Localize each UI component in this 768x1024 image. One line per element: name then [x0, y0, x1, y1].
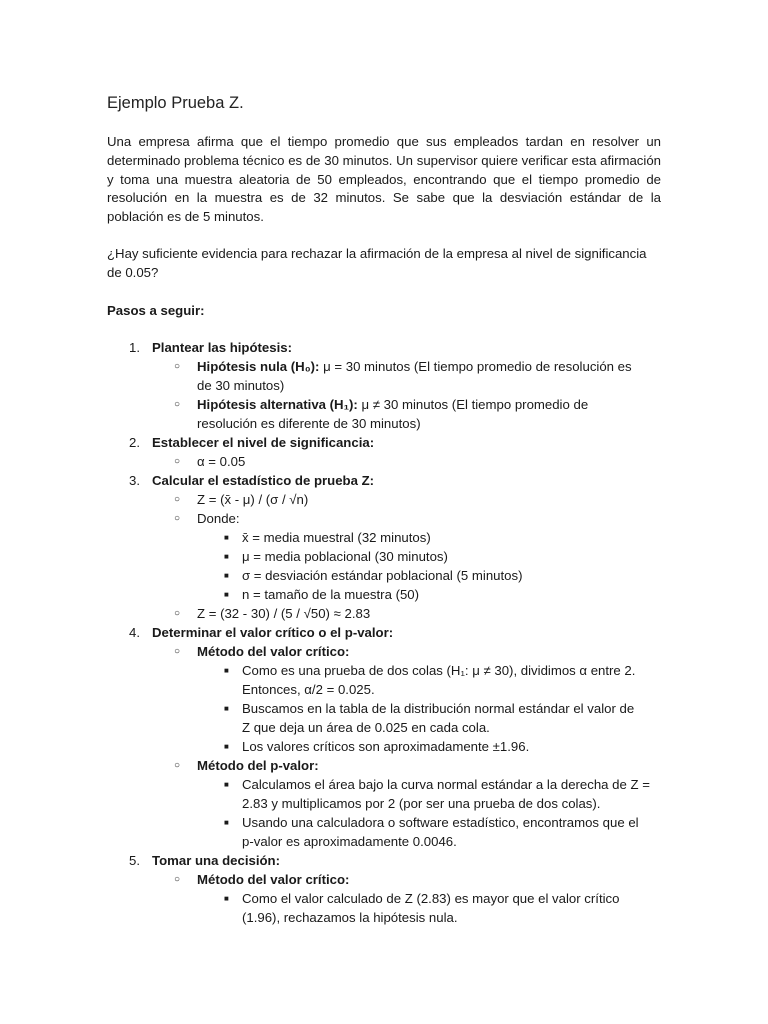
list-item: Buscamos en la tabla de la distribución normal estándar el valor de [242, 701, 635, 716]
circle-bullet-icon: ○ [174, 399, 181, 410]
step-title: Tomar una decisión: [152, 853, 280, 868]
step-number: 3. [129, 473, 140, 488]
list-item: Hipótesis alternativa (H₁): μ ≠ 30 minutos (El tiempo promedio de [197, 397, 589, 412]
square-bullet-icon: ■ [224, 704, 229, 713]
list-item: x̄ = media muestral (32 minutos) [242, 530, 431, 545]
step-number: 5. [129, 853, 140, 868]
list-item-continuation: (1.96), rechazamos la hipótesis nula. [242, 910, 458, 925]
square-bullet-icon: ■ [224, 571, 229, 580]
circle-bullet-icon: ○ [174, 760, 181, 771]
list-item-continuation: de 30 minutos) [197, 378, 285, 393]
circle-bullet-icon: ○ [174, 361, 181, 372]
square-bullet-icon: ■ [224, 742, 229, 751]
problem-question: ¿Hay suficiente evidencia para rechazar la afirmación de la empresa al nivel de significancia de 0.05? [107, 246, 647, 280]
list-item-continuation: p-valor es aproximadamente 0.0046. [242, 834, 457, 849]
list-item: σ = desviación estándar poblacional (5 minutos) [242, 568, 523, 583]
step-number: 1. [129, 340, 140, 355]
step-title: Plantear las hipótesis: [152, 340, 292, 355]
square-bullet-icon: ■ [224, 533, 229, 542]
list-item: Z = (x̄ - μ) / (σ / √n) [197, 492, 309, 507]
circle-bullet-icon: ○ [174, 874, 181, 885]
square-bullet-icon: ■ [224, 894, 229, 903]
list-item-continuation: Z que deja un área de 0.025 en cada cola. [242, 720, 490, 735]
steps-heading: Pasos a seguir: [107, 303, 205, 318]
list-item: Z = (32 - 30) / (5 / √50) ≈ 2.83 [197, 606, 371, 621]
square-bullet-icon: ■ [224, 666, 229, 675]
list-item: Hipótesis nula (H₀): μ = 30 minutos (El tiempo promedio de resolución es [197, 359, 632, 374]
circle-bullet-icon: ○ [174, 513, 181, 524]
method-title: Método del p-valor: [197, 758, 319, 773]
list-item: Como el valor calculado de Z (2.83) es mayor que el valor crítico [242, 891, 620, 906]
step-number: 2. [129, 435, 140, 450]
method-title: Método del valor crítico: [197, 872, 350, 887]
step-title: Determinar el valor crítico o el p-valor: [152, 625, 394, 640]
method-title: Método del valor crítico: [197, 644, 350, 659]
list-item: n = tamaño de la muestra (50) [242, 587, 420, 602]
list-item: Los valores críticos son aproximadamente ±1.96. [242, 739, 530, 754]
square-bullet-icon: ■ [224, 590, 229, 599]
problem-statement: Una empresa afirma que el tiempo promedio que sus empleados tardan en resolver un determinado problema técnico es de 30 minutos. Un supervisor quiere verificar esta afirmación y toma una muestra aleatoria de 50 empleados, encontrando que el tiempo promedio de resolución en la muestra es de 32 minutos. Se sabe que la desviación estándar de la población es de 5 minutos. [107, 134, 661, 225]
list-item: Calculamos el área bajo la curva normal estándar a la derecha de Z = [242, 777, 650, 792]
list-item: Usando una calculadora o software estadístico, encontramos que el [242, 815, 639, 830]
step-number: 4. [129, 625, 140, 640]
list-item-continuation: Entonces, α/2 = 0.025. [242, 682, 375, 697]
circle-bullet-icon: ○ [174, 456, 181, 467]
circle-bullet-icon: ○ [174, 646, 181, 657]
step-title: Calcular el estadístico de prueba Z: [152, 473, 375, 488]
step-title: Establecer el nivel de significancia: [152, 435, 375, 450]
list-item: α = 0.05 [197, 454, 246, 469]
list-item: Donde: [197, 511, 240, 526]
square-bullet-icon: ■ [224, 552, 229, 561]
document-title: Ejemplo Prueba Z. [107, 94, 244, 112]
list-item-continuation: 2.83 y multiplicamos por 2 (por ser una prueba de dos colas). [242, 796, 601, 811]
list-item-continuation: resolución es diferente de 30 minutos) [197, 416, 421, 431]
list-item: Como es una prueba de dos colas (H₁: μ ≠ 30), dividimos α entre 2. [242, 663, 636, 678]
list-item: μ = media poblacional (30 minutos) [242, 549, 448, 564]
square-bullet-icon: ■ [224, 818, 229, 827]
square-bullet-icon: ■ [224, 780, 229, 789]
circle-bullet-icon: ○ [174, 494, 181, 505]
circle-bullet-icon: ○ [174, 608, 181, 619]
